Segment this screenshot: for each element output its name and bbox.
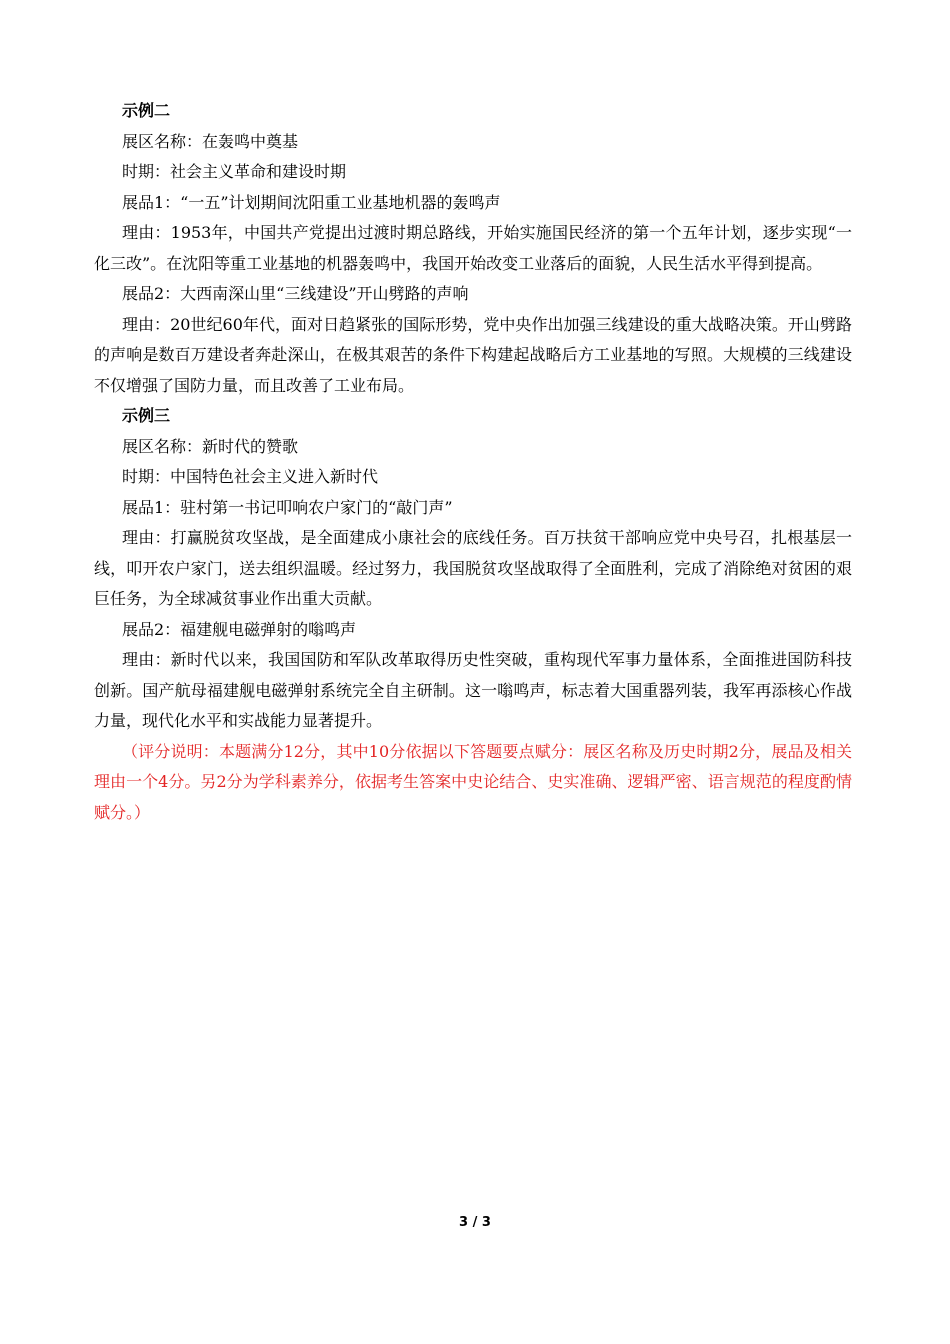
example-3-period: 时期：中国特色社会主义进入新时代 — [122, 467, 379, 486]
example-3-area: 展区名称：新时代的赞歌 — [122, 436, 299, 456]
example-2-item-2: 展品2：大西南深山里“三线建设”开山劈路的声响 — [122, 284, 469, 303]
example-2-item-1: 展品1：“一五”计划期间沈阳重工业基地机器的轰鸣声 — [122, 192, 501, 212]
example-2-area: 展区名称：在轰鸣中奠基 — [122, 131, 299, 151]
example-3-reason-2: 理由：新时代以来，我国国防和军队改革取得历史性突破，重构现代军事力量体系，全面推进国防科技创新。国产航母福建舰电磁弹射系统完全自主研制。这一嗡鸣声，标志着大国重器列装，我军再添核心作战力量，现代化水平和实战能力显著提升。 — [94, 650, 852, 730]
example-2-period: 时期：社会主义革命和建设时期 — [122, 162, 347, 181]
example-2-heading: 示例二 — [122, 101, 171, 120]
example-3-reason-1: 理由：打赢脱贫攻坚战，是全面建成小康社会的底线任务。百万扶贫干部响应党中央号召，扎根基层一线，叩开农户家门，送去组织温暖。经过努力，我国脱贫攻坚战取得了全面胜利，完成了消除绝对贫困的艰巨任务，为全球减贫事业作出重大贡献。 — [94, 528, 852, 608]
document-page — [94, 96, 852, 828]
example-2-reason-1: 理由：1953年，中国共产党提出过渡时期总路线，开始实施国民经济的第一个五年计划，逐步实现“一化三改”。在沈阳等重工业基地的机器轰鸣中，我国开始改变工业落后的面貌，人民生活水平得到提高。 — [94, 223, 852, 273]
scoring-note: （评分说明：本题满分12分，其中10分依据以下答题要点赋分：展区名称及历史时期2分，展品及相关理由一个4分。另2分为学科素养分，依据考生答案中史论结合、史实准确、逻辑严密、语言规范的程度酌情赋分。） — [94, 741, 852, 822]
example-3-item-2: 展品2：福建舰电磁弹射的嗡鸣声 — [122, 619, 357, 639]
example-2-reason-2: 理由：20世纪60年代，面对日趋紧张的国际形势，党中央作出加强三线建设的重大战略决策。开山劈路的声响是数百万建设者奔赴深山，在极其艰苦的条件下构建起战略后方工业基地的写照。大规模的三线建设不仅增强了国防力量，而且改善了工业布局。 — [94, 314, 852, 395]
example-3-heading: 示例三 — [122, 406, 171, 425]
page-number: 3 / 3 — [459, 1215, 491, 1230]
example-3-item-1: 展品1：驻村第一书记叩响农户家门的“敲门声” — [122, 497, 453, 517]
